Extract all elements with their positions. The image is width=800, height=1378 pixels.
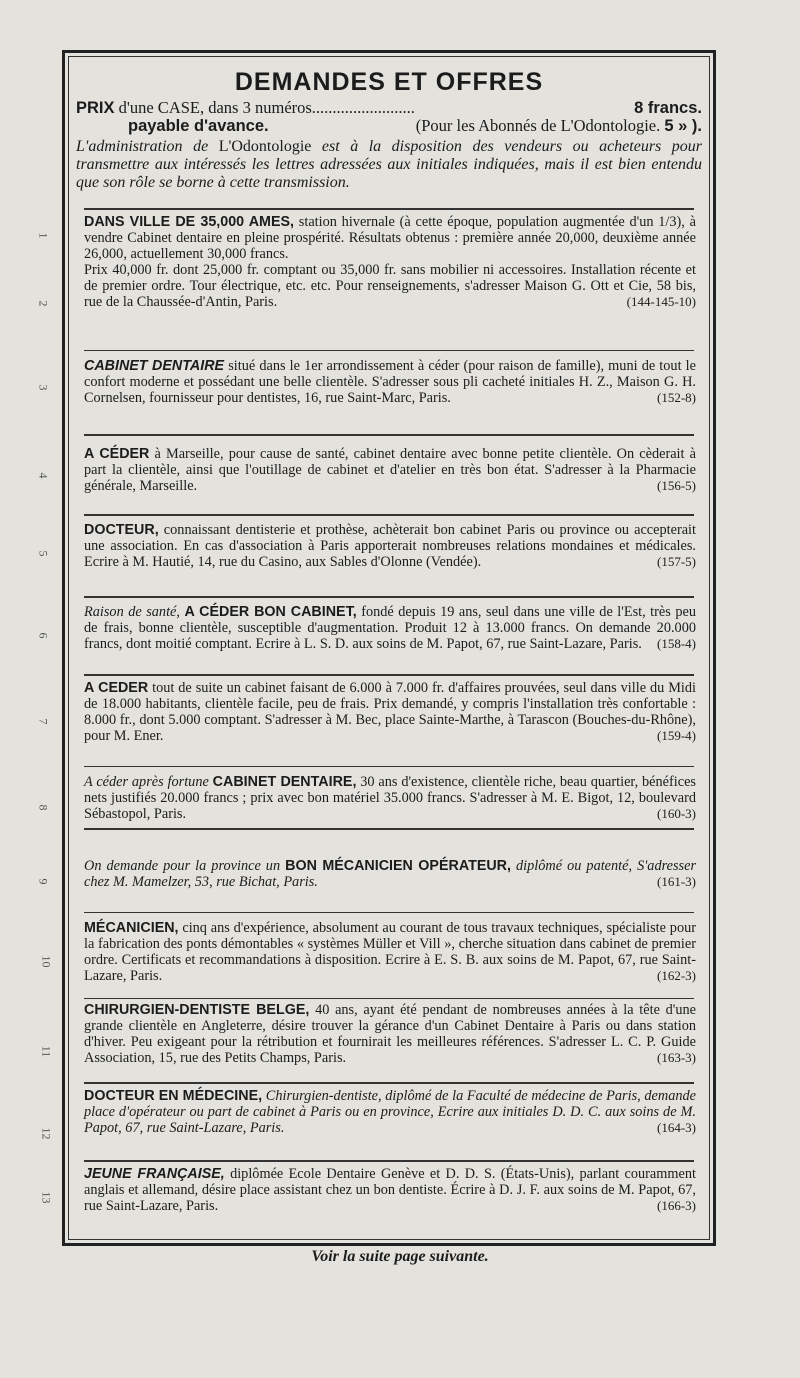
divider <box>84 912 694 913</box>
margin-number: 5 <box>36 550 51 557</box>
margin-number: 6 <box>36 632 51 639</box>
divider <box>84 828 694 830</box>
ad-4: DOCTEUR, connaissant dentisterie et prothèse, achèterait bon cabinet Paris ou province ou accepterait une association. En cas d'association à Paris apporterait nombreuses relations mondaines et médicales. Ecrire à M. Hautié, 14, rue du Casino, aux Sables d'Olonne (Vendée). (157-5) <box>84 522 697 570</box>
ad-9: MÉCANICIEN, cinq ans d'expérience, absolument au courant de tous travaux techniques, spécialiste pour la fabrication des ponts démontables « systèmes Müller et Vill », cherche situation dans cabinet de premier ordre. Certificats et recommandations à disposition. Ecrire à E. S. B. aux soins de M. Papot, 67, rue Saint-Lazare, Paris. (162-3) <box>84 920 696 984</box>
price-label: PRIX <box>76 99 115 117</box>
margin-number: 10 <box>39 955 54 968</box>
price-value: 8 francs. <box>634 99 702 117</box>
margin-number: 2 <box>36 300 51 307</box>
divider <box>84 208 694 210</box>
divider <box>84 596 694 598</box>
page-title: DEMANDES ET OFFRES <box>234 68 544 96</box>
margin-number: 12 <box>39 1127 54 1140</box>
margin-number: 7 <box>36 718 51 725</box>
divider <box>84 766 694 767</box>
divider <box>84 514 694 516</box>
continued-note: Voir la suite page suivante. <box>311 1248 489 1265</box>
divider <box>84 998 694 999</box>
ad-2: CABINET DENTAIRE situé dans le 1er arrondissement à céder (pour raison de famille), muni de tout le confort moderne et possédant une belle clientèle. S'adresser sous pli cacheté initiales H. Z., Maison G. H. Cornelsen, fournisseur pour dentistes, 16, rue Saint-Marc, Paris. (152-8) <box>84 358 696 406</box>
admin-notice: L'administration de L'Odontologie est à la disposition des vendeurs ou acheteurs pour transmettre aux intéressés les lettres adressées aux initiales indiquées, mais il est bien entendu que son rôle se borne à cette transmission. <box>76 138 703 191</box>
margin-number: 4 <box>36 472 51 479</box>
divider <box>84 350 694 351</box>
price-block <box>76 99 702 135</box>
divider <box>84 1082 694 1084</box>
divider <box>84 1160 694 1162</box>
ad-8: On demande pour la province un BON MÉCANICIEN OPÉRATEUR, diplômé ou patenté, S'adresser chez M. Mamelzer, 53, rue Bichat, Paris. (161-3) <box>84 858 697 890</box>
divider <box>84 674 694 676</box>
margin-number: 8 <box>36 804 51 811</box>
ad-10: CHIRURGIEN-DENTISTE BELGE, 40 ans, ayant été pendant de nombreuses années à la tête d'une grande clientèle en Angleterre, désire trouver la gérance d'un Cabinet Dentaire à Paris ou dans station d'hiver. Peu exigeant pour la rétribution et fournirait les meilleures références. S'adresser L. C. P. Guide Association, 15, rue des Petits Champs, Paris. (163-3) <box>84 1002 697 1066</box>
margin-number: 9 <box>36 878 51 885</box>
margin-number: 3 <box>36 384 51 391</box>
header-block <box>76 60 702 192</box>
ad-11: DOCTEUR EN MÉDECINE, Chirurgien-dentiste, diplômé de la Faculté de médecine de Paris, demande place d'opérateur ou part de cabinet à Paris ou en province, Ecrire aux initiales D. D. C. aux soins de M. Papot, 67, rue Saint-Lazare, Paris. (164-3) <box>84 1088 697 1136</box>
ad-1: DANS VILLE DE 35,000 AMES, station hivernale (à cette époque, population augmentée d'un 1/3), à vendre Cabinet dentaire en pleine prospérité. Résultats obtenus : première année 20,000, deuxième année 26,000, actuellement 30,000 francs. Prix 40,000 fr. dont 25,000 fr. comptant ou 35,000 fr. sans mobilier ni accessoires. Installation récente et de premier ordre. Tour électrique, etc. etc. Pour renseignements, s'adresser Maison G. Ott et Cie, 58 bis, rue de la Chaussée-d'Antin, Paris. (144-145-10) <box>84 214 696 310</box>
ad-7: A céder après fortune CABINET DENTAIRE, 30 ans d'existence, clientèle riche, beau quartier, bénéfices nets justifiés 20.000 francs ; prix avec bon matériel 35.000 francs. S'adresser à M. E. Bigot, 12, boulevard Sébastopol, Paris. (160-3) <box>84 774 696 822</box>
ad-3: A CÉDER à Marseille, pour cause de santé, cabinet dentaire avec bonne petite clientèle. On cèderait à part la clientèle, ainsi que l'outillage de cabinet et d'atelier en très bon état. S'adresser à la Pharmacie générale, Marseille. (156-5) <box>84 446 696 494</box>
payment-terms: payable d'avance. <box>128 117 269 135</box>
margin-number: 1 <box>36 232 51 239</box>
price-desc: d'une CASE, dans 3 numéros......................... <box>118 98 415 117</box>
margin-number: 11 <box>39 1045 54 1058</box>
ad-12: JEUNE FRANÇAISE, diplômée Ecole Dentaire Genève et D. D. S. (États-Unis), parlant couramment anglais et allemand, désire place assistant chez un bon dentiste. Écrire à D. J. F. aux soins de M. Papot, 67, rue Saint-Lazare, Paris. (166-3) <box>84 1166 696 1214</box>
subscriber-note: (Pour les Abonnés de L'Odontologie. <box>415 116 661 135</box>
divider <box>84 434 694 436</box>
ad-5: Raison de santé, A CÉDER BON CABINET, fondé depuis 19 ans, seul dans une ville de l'Est, très peu de frais, bonne clientèle, susceptible d'augmentation. Produit 12 à 13.000 francs. On demande 20.000 francs, dont moitié comptant. Ecrire à L. S. D. aux soins de M. Papot, 67, rue Saint-Lazare, Paris. (158-4) <box>84 604 696 652</box>
subscriber-price: 5 » ). <box>664 117 702 135</box>
ad-6: A CEDER tout de suite un cabinet faisant de 6.000 à 7.000 fr. d'affaires prouvées, seul dans ville du Midi de 18.000 habitants, clientèle facile, peu de frais. Prix demandé, y compris l'installation très confortable : 8.000 fr., dont 5.000 comptant. S'adresser à M. Bec, place Sainte-Marthe, à Tarascon (Bouches-du-Rhône), pour M. Ener. (159-4) <box>84 680 697 744</box>
margin-number: 13 <box>39 1191 54 1204</box>
